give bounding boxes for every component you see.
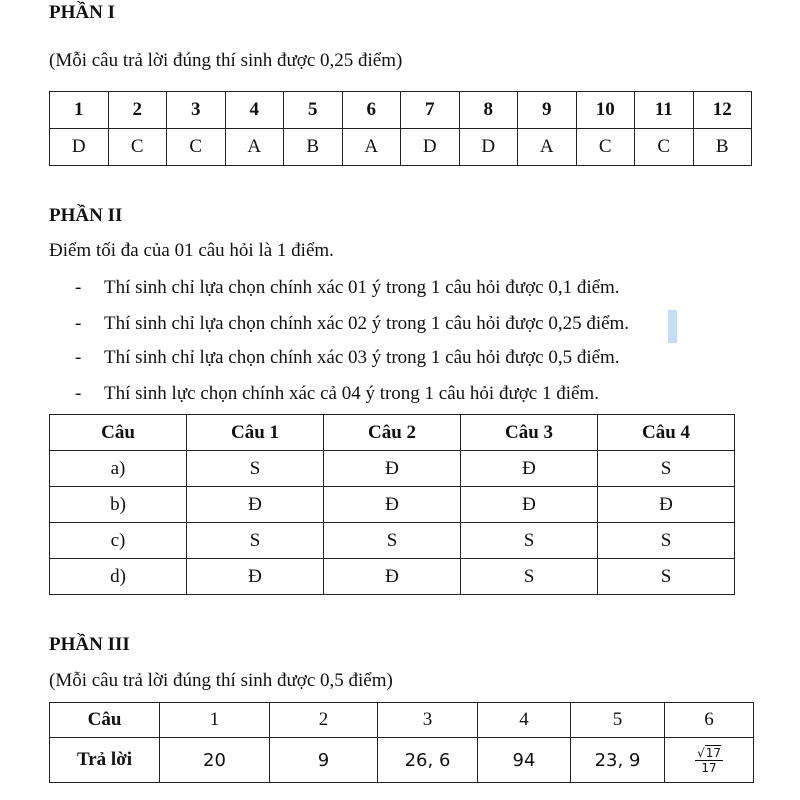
table-cell: Đ: [598, 487, 735, 523]
table-cell: Đ: [187, 487, 324, 523]
table-cell: D: [459, 129, 518, 166]
table-row: [50, 559, 735, 595]
part3-answer-table: [49, 702, 754, 783]
part1-heading: PHẦN I: [49, 2, 115, 23]
table-header: Trả lời: [50, 738, 160, 783]
table-cell: S: [324, 523, 461, 559]
table-cell: 7: [401, 92, 460, 129]
part1-answer-table: [49, 91, 752, 166]
table-cell: Đ: [324, 487, 461, 523]
bullet-item: Thí sinh chỉ lựa chọn chính xác 02 ý trong 1 câu hỏi được 0,25 điểm.: [104, 313, 630, 334]
table-cell: C: [635, 129, 694, 166]
table-cell: [665, 738, 754, 783]
radicand: 17: [705, 745, 721, 760]
table-cell: c): [50, 523, 187, 559]
part2-heading: PHẦN II: [49, 205, 123, 226]
table-cell: 26, 6: [378, 738, 478, 783]
part3-note: (Mỗi câu trả lời đúng thí sinh được 0,5 điểm): [49, 670, 393, 691]
table-cell: 1: [50, 92, 109, 129]
table-cell: 6: [665, 703, 754, 738]
table-cell: 10: [576, 92, 635, 129]
table-cell: Đ: [461, 451, 598, 487]
text-cursor-highlight: [668, 310, 677, 343]
table-cell: d): [50, 559, 187, 595]
table-cell: 2: [108, 92, 167, 129]
table-cell: 23, 9: [571, 738, 665, 783]
table-cell: 3: [167, 92, 226, 129]
table-cell: S: [461, 559, 598, 595]
table-cell: 4: [478, 703, 571, 738]
table-cell: 12: [693, 92, 752, 129]
table-header: Câu 3: [461, 415, 598, 451]
fraction: $\frac{√17}{17}$: [697, 745, 721, 775]
table-header: Câu 2: [324, 415, 461, 451]
table-header: Câu: [50, 703, 160, 738]
table-cell: A: [342, 129, 401, 166]
bullet-marker: -: [75, 277, 82, 298]
table-cell: 4: [225, 92, 284, 129]
part2-intro: Điểm tối đa của 01 câu hỏi là 1 điểm.: [49, 240, 334, 261]
table-cell: A: [518, 129, 577, 166]
table-cell: Đ: [324, 559, 461, 595]
table-row: [50, 523, 735, 559]
table-cell: S: [187, 451, 324, 487]
bullet-item: Thí sinh lực chọn chính xác cả 04 ý trong 1 câu hỏi được 1 điểm.: [104, 383, 599, 404]
table-cell: 9: [518, 92, 577, 129]
table-cell: b): [50, 487, 187, 523]
table-cell: S: [598, 451, 735, 487]
table-cell: 5: [571, 703, 665, 738]
bullet-marker: -: [75, 383, 82, 404]
table-cell: C: [167, 129, 226, 166]
table-row: [50, 487, 735, 523]
table-cell: S: [598, 559, 735, 595]
denominator: 17: [701, 760, 717, 775]
table-cell: 8: [459, 92, 518, 129]
table-cell: 11: [635, 92, 694, 129]
bullet-item: Thí sinh chỉ lựa chọn chính xác 03 ý trong 1 câu hỏi được 0,5 điểm.: [104, 347, 620, 368]
bullet-marker: -: [75, 347, 82, 368]
table-cell: 1: [160, 703, 270, 738]
table-cell: 2: [270, 703, 378, 738]
table-cell: 6: [342, 92, 401, 129]
table-cell: Đ: [324, 451, 461, 487]
table-cell: 5: [284, 92, 343, 129]
table-cell: C: [576, 129, 635, 166]
table-header: Câu 4: [598, 415, 735, 451]
part2-answer-table: [49, 414, 735, 595]
table-cell: B: [284, 129, 343, 166]
table-cell: B: [693, 129, 752, 166]
table-cell: Đ: [461, 487, 598, 523]
table-cell: 3: [378, 703, 478, 738]
part1-note: (Mỗi câu trả lời đúng thí sinh được 0,25 điểm): [49, 50, 403, 71]
table-cell: 94: [478, 738, 571, 783]
table-cell: S: [598, 523, 735, 559]
table-cell: D: [401, 129, 460, 166]
table-cell: 20: [160, 738, 270, 783]
table-header: Câu: [50, 415, 187, 451]
table-cell: A: [225, 129, 284, 166]
table-cell: Đ: [187, 559, 324, 595]
table-cell: C: [108, 129, 167, 166]
part3-heading: PHẦN III: [49, 634, 130, 655]
table-header: Câu 1: [187, 415, 324, 451]
bullet-marker: -: [75, 313, 82, 334]
bullet-item: Thí sinh chỉ lựa chọn chính xác 01 ý trong 1 câu hỏi được 0,1 điểm.: [104, 277, 620, 298]
table-cell: S: [461, 523, 598, 559]
table-row: [50, 451, 735, 487]
table-cell: D: [50, 129, 109, 166]
table-cell: 9: [270, 738, 378, 783]
table-cell: S: [187, 523, 324, 559]
table-cell: a): [50, 451, 187, 487]
